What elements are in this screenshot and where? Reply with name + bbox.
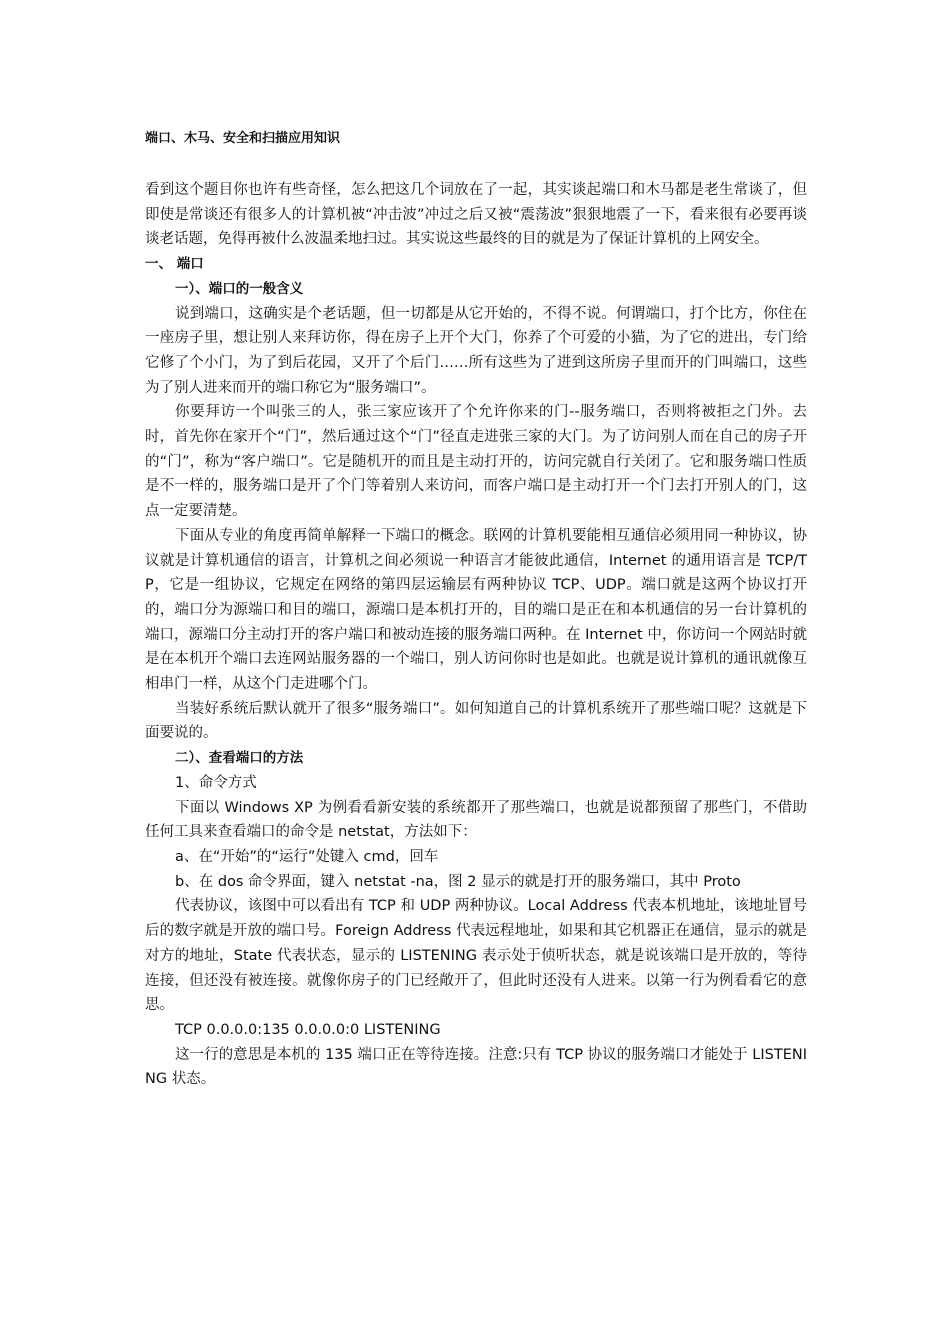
step-a: a、在“开始”的“运行”处键入 cmd，回车 bbox=[175, 848, 439, 865]
paragraph-port-concept: 下面从专业的角度再简单解释一下端口的概念。联网的计算机要能相互通信必须用同一种协议，协议就是计算机通信的语言，计算机之间必须说一种语言才能彼此通信，Internet 的通用语言是 TCP/TP，它是一组协议，它规定在网络的第四层运输层有两种协议 TCP、UDP。端口就是这两个协议打开的，端口分为源端口和目的端口，源端口是本机打开的，目的端口是正在和本机通信的另一台计算机的端口，源端口分主动打开的客户端口和被动连接的服务端口两种。在 Internet 中，你访问一个网站时就是在本机开个端口去连网站服务器的一个端口，别人访问你时也是如此。也就是说计算机的通讯就像互相串门一样，从这个门走进哪个门。 bbox=[145, 527, 807, 693]
document-body bbox=[145, 130, 807, 1092]
subsection-heading-port-meaning: 一）、端口的一般含义 bbox=[175, 280, 304, 297]
method-label: 1、命令方式 bbox=[175, 774, 257, 791]
paragraph-port-analogy: 说到端口，这确实是个老话题，但一切都是从它开始的，不得不说。何谓端口，打个比方，你住在一座房子里，想让别人来拜访你，得在房子上开个大门，你养了个可爱的小猫，为了它的进出，专门给它修了个小门，为了到后花园，又开了个后门……所有这些为了进到这所房子里而开的门叫端口，这些为了别人进来而开的端口称它为“服务端口”。 bbox=[145, 305, 807, 396]
paragraph-netstat-intro: 下面以 Windows XP 为例看看新安装的系统都开了那些端口，也就是说都预留了那些门，不借助任何工具来查看端口的命令是 netstat，方法如下： bbox=[145, 799, 807, 841]
paragraph-client-port: 你要拜访一个叫张三的人，张三家应该开了个允许你来的门--服务端口，否则将被拒之门外。去时，首先你在家开个“门”，然后通过这个“门”径直走进张三家的大门。为了访问别人而在自己的房子开的“门”，称为“客户端口”。它是随机开的而且是主动打开的，访问完就自行关闭了。它和服务端口性质是不一样的，服务端口是开了个门等着别人来访问，而客户端口是主动打开一个门去打开别人的门，这点一定要清楚。 bbox=[145, 404, 807, 520]
step-b: b、在 dos 命令界面，键入 netstat -na，图 2 显示的就是打开的服务端口，其中 Proto bbox=[175, 873, 741, 890]
section-heading-ports: 一、 端口 bbox=[145, 256, 204, 273]
example-netstat-line: TCP 0.0.0.0:135 0.0.0.0:0 LISTENING bbox=[175, 1021, 441, 1038]
paragraph-default-ports: 当装好系统后默认就开了很多“服务端口”。如何知道自己的计算机系统开了那些端口呢？这就是下面要说的。 bbox=[145, 700, 807, 742]
paragraph-listening-note: 这一行的意思是本机的 135 端口正在等待连接。注意:只有 TCP 协议的服务端口才能处于 LISTENING 状态。 bbox=[145, 1046, 807, 1088]
intro-paragraph: 看到这个题目你也许有些奇怪，怎么把这几个词放在了一起，其实谈起端口和木马都是老生常谈了，但即使是常谈还有很多人的计算机被“冲击波”冲过之后又被“震荡波”狠狠地震了一下，看来很有必要再谈谈老话题，免得再被什么波温柔地扫过。其实说这些最终的目的就是为了保证计算机的上网安全。 bbox=[145, 182, 807, 248]
paragraph-netstat-columns: 代表协议，该图中可以看出有 TCP 和 UDP 两种协议。Local Address 代表本机地址，该地址冒号后的数字就是开放的端口号。Foreign Address 代表远程地址，如果和其它机器正在通信，显示的就是对方的地址，State 代表状态，显示的 LISTENING 表示处于侦听状态，就是说该端口是开放的，等待连接，但还没有被连接。就像你房子的门已经敞开了，但此时还没有人进来。以第一行为例看看它的意思。 bbox=[145, 898, 807, 1014]
subsection-heading-view-ports: 二）、查看端口的方法 bbox=[175, 750, 304, 767]
document-title: 端口、木马、安全和扫描应用知识 bbox=[145, 131, 341, 146]
